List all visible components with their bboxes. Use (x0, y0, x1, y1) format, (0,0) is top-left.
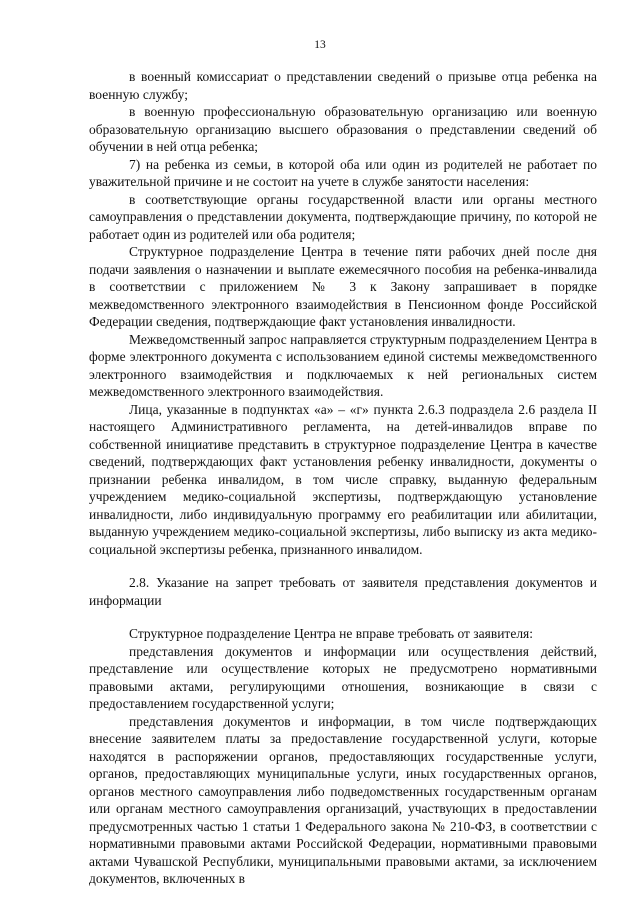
page-number: 13 (314, 39, 326, 51)
paragraph-documents-actions: представления документов и информации или осуществления действий, представление или осуществление которых не предусмотрено нормативными правовыми актами, регулирующими отношения, возникающие в связи с предоставлением государственной услуги; (89, 643, 597, 711)
paragraph-item-7: 7) на ребенка из семьи, в которой оба или один из родителей не работает по уважительной причине и не состоит на учете в службе занятости населения: (89, 156, 597, 189)
paragraph-interagency-request: Межведомственный запрос направляется структурным подразделением Центра в форме электронного документа с использованием единой системы межведомственного электронного взаимодействия и подключаемых к ней региональных систем межведомственного электронного взаимодействия. (89, 331, 597, 399)
paragraph-military-commissariat: в военный комиссариат о представлении сведений о призыве отца ребенка на военную службу; (89, 69, 597, 102)
paragraph-not-entitled: Структурное подразделение Центра не вправе требовать от заявителя: (129, 626, 534, 641)
document-body (89, 68, 597, 888)
paragraph-military-education: в военную профессиональную образовательную организацию или военную образовательную организацию высшего образования о представлении сведений об обучении в ней отца ребенка; (89, 104, 597, 154)
section-heading-2-8: 2.8. Указание на запрет требовать от заявителя представления документов и информации (89, 575, 597, 608)
paragraph-structural-unit-request: Структурное подразделение Центра в течение пяти рабочих дней после дня подачи заявления о назначении и выплате ежемесячного пособия на ребенка-инвалида в соответствии с приложением № 3 к Закону запрашивает в порядке межведомственного электронного взаимодействия в Пенсионном фонде Российской Федерации сведения, подтверждающие факт установления инвалидности. (89, 244, 597, 329)
paragraph-local-authorities: в соответствующие органы государственной власти или органы местного самоуправления о представлении документа, подтверждающие причину, по которой не работает один из родителей или оба родителя; (89, 191, 597, 242)
paragraph-documents-information: представления документов и информации, в том числе подтверждающих внесение заявителем платы за предоставление государственной услуги, которые находятся в распоряжении органов, предоставляющих государственные услуги, органов, предоставляющих муниципальные услуги, иных государственных органов, органов местного самоуправления либо подведомственных государственным органам или органам местного самоуправления организаций, участвующих в предоставлении предусмотренных частью 1 статьи 1 Федерального закона № 210-ФЗ, в соответствии с нормативными правовыми актами Российской Федерации, нормативными правовыми актами Чувашской Республики, муниципальными правовыми актами, за исключением документов, включенных в (89, 713, 597, 886)
paragraph-disability-documents: Лица, указанные в подпунктах «а» – «г» пункта 2.6.3 подраздела 2.6 раздела II настоящего Административного регламента, на детей-инвалидов вправе по собственной инициативе представить в структурное подразделение Центра в качестве сведений, подтверждающих факт установления ребенку инвалидности, документы о признании ребенка инвалидом, в том числе справку, выданную федеральным учреждением медико-социальной экспертизы, подтверждающую установление инвалидности, либо индивидуальную программу его реабилитации или абилитации, выданную учреждением медико-социальной экспертизы, либо выписку из акта медико-социальной экспертизы ребенка, признанного инвалидом. (89, 401, 597, 557)
